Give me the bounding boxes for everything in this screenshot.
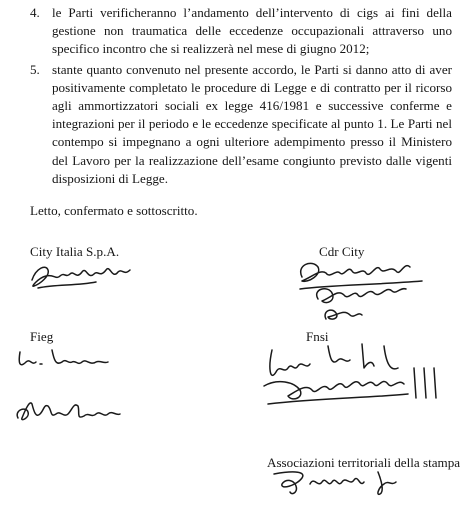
signature-associazioni [266,464,416,500]
signatory-city-italia: City Italia S.p.A. [30,244,120,259]
signatory-fieg: Fieg [30,329,54,344]
clause-number: 5. [30,61,40,77]
signature-fnsi [258,338,448,410]
clause-text: le Parti verificheranno l’andamento dell’intervento di cigs ai fini della gestione non traumatica delle eccedenze occupazionali attraverso uno specifico incontro che si realizzerà nel mese di giugno 2012; [52,5,452,57]
signature-cdr-city [292,255,442,327]
signature-fieg-2 [8,392,128,428]
clause-text: stante quanto convenuto nel presente accordo, le Parti si danno atto di aver positivamente completato le procedure di Legge e di contratto per il ricorso agli ammortizzatori sociali ex legge 416/1981 e successive conferme e integrazioni per il periodo e le eccedenze specificate al punto 1. Le Parti nel contempo si impegnano a ogni ulteriore adempimento presso il Ministero del Lavoro per la realizzazione dell’esame congiunto previsto dalle vigenti disposizioni di Legge. [52,61,452,186]
clause-5 [30,61,452,188]
signatory-associazioni: Associazioni territoriali della stampa [267,455,461,470]
clause-number: 4. [30,5,40,20]
closing-statement: Letto, confermato e sottoscritto. [30,203,198,218]
clause-4 [30,4,452,59]
clause-list [30,4,452,188]
signature-fieg-1 [12,340,132,374]
signatory-cdr-city: Cdr City [319,244,365,259]
signatory-fnsi: Fnsi [306,329,329,344]
signature-city-italia [26,258,136,292]
